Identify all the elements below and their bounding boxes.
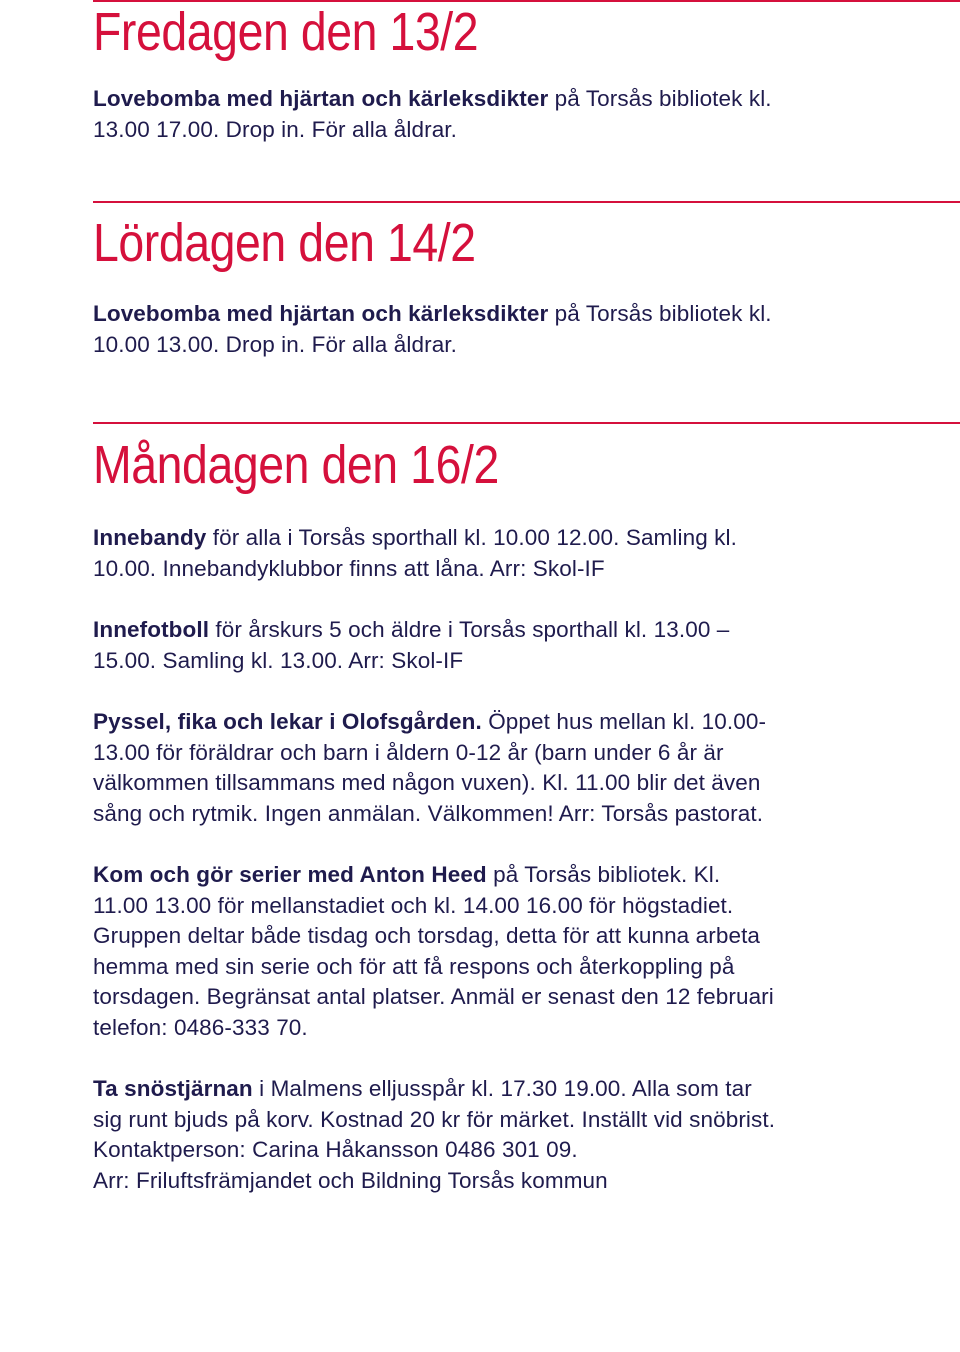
paragraph-friday-lovebomba — [93, 84, 893, 145]
text-run: 13.00 17.00. Drop in. För alla åldrar. — [93, 116, 458, 142]
text-run: på Torsås bibliotek kl. — [548, 301, 772, 326]
paragraph-pyssel — [93, 707, 893, 829]
text-run: välkommen tillsammans med någon vuxen). Kl. 11.00 blir det även — [93, 770, 761, 795]
text-line — [93, 799, 893, 830]
text-run: Arr: Friluftsfrämjandet och Bildning Torsås kommun — [93, 1167, 608, 1193]
text-line — [93, 646, 893, 677]
text-run: 11.00 13.00 för mellanstadiet och kl. 14.00 16.00 för högstadiet. — [93, 892, 734, 918]
paragraph-saturday-lovebomba — [93, 299, 893, 360]
text-run: torsdagen. Begränsat antal platser. Anmäl er senast den 12 februari — [93, 984, 774, 1009]
bold-lead: Kom och gör serier med Anton Heed — [93, 862, 487, 887]
text-run: Gruppen deltar både tisdag och torsdag, detta för att kunna arbeta — [93, 923, 761, 948]
text-line — [93, 921, 893, 952]
text-run: för alla i Torsås sporthall kl. 10.00 12.00. Samling kl. — [206, 525, 737, 550]
bold-lead: Innebandy — [93, 525, 207, 550]
text-line — [93, 84, 893, 115]
text-line — [93, 523, 893, 554]
section-heading-monday: Måndagen den 16/2 — [93, 435, 499, 495]
text-line — [93, 1105, 893, 1136]
text-run: i Malmens elljusspår kl. 17.30 19.00. Alla som tar — [252, 1076, 752, 1101]
bold-lead: Lovebomba med hjärtan och kärleksdikter — [93, 301, 549, 326]
paragraph-snostjarnan — [93, 1074, 893, 1196]
text-run: hemma med sin serie och för att få respons och återkoppling på — [93, 953, 735, 979]
bold-lead: Ta snöstjärnan — [93, 1076, 253, 1101]
text-line — [93, 860, 893, 891]
bold-lead: Innefotboll — [93, 617, 210, 642]
text-run: sång och rytmik. Ingen anmälan. Välkommen! Arr: Torsås pastorat. — [93, 800, 764, 826]
bold-lead: Pyssel, fika och lekar i Olofsgården. — [93, 709, 482, 734]
text-line — [93, 952, 893, 983]
section-heading-friday: Fredagen den 13/2 — [93, 2, 479, 62]
text-line — [93, 738, 893, 769]
text-line — [93, 330, 893, 361]
text-run: sig runt bjuds på korv. Kostnad 20 kr för märket. Inställt vid snöbrist. — [93, 1106, 776, 1132]
text-line — [93, 1074, 893, 1105]
text-run: telefon: 0486-333 70. — [93, 1014, 308, 1040]
text-line — [93, 982, 893, 1013]
text-line — [93, 707, 893, 738]
text-run: för årskurs 5 och äldre i Torsås sporthall kl. 13.00 – — [209, 617, 730, 642]
text-line — [93, 1013, 893, 1044]
text-run: på Torsås bibliotek kl. — [548, 86, 772, 111]
text-line — [93, 1135, 893, 1166]
text-run: 15.00. Samling kl. 13.00. Arr: Skol-IF — [93, 647, 464, 673]
paragraph-serier — [93, 860, 893, 1043]
section-rule — [93, 422, 960, 424]
text-line — [93, 615, 893, 646]
paragraph-innefotboll — [93, 615, 893, 676]
section-heading-saturday: Lördagen den 14/2 — [93, 213, 476, 273]
text-line — [93, 299, 893, 330]
text-line — [93, 1166, 893, 1197]
text-line — [93, 115, 893, 146]
bold-lead: Lovebomba med hjärtan och kärleksdikter — [93, 86, 549, 111]
paragraph-innebandy — [93, 523, 893, 584]
text-run: på Torsås bibliotek. Kl. — [486, 862, 721, 887]
text-line — [93, 554, 893, 585]
text-run: Kontaktperson: Carina Håkansson 0486 301 09. — [93, 1137, 578, 1162]
section-rule — [93, 201, 960, 203]
text-run: 10.00. Innebandyklubbor finns att låna. Arr: Skol-IF — [93, 555, 605, 581]
text-run: 10.00 13.00. Drop in. För alla åldrar. — [93, 331, 458, 357]
text-run: 13.00 för föräldrar och barn i åldern 0-12 år (barn under 6 år är — [93, 739, 724, 765]
text-line — [93, 768, 893, 799]
text-run: Öppet hus mellan kl. 10.00- — [481, 709, 767, 734]
text-line — [93, 891, 893, 922]
